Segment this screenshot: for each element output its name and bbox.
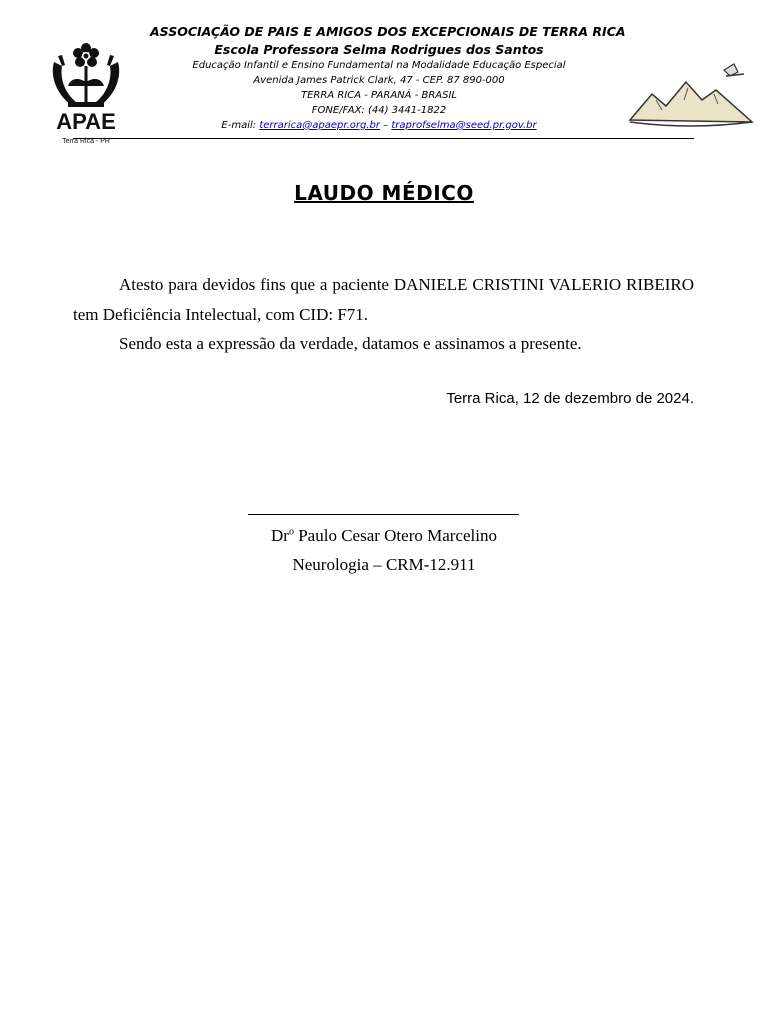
association-name: ASSOCIAÇÃO DE PAIS E AMIGOS DOS EXCEPCIONAIS DE TERRA RICA [150,24,626,39]
closing-paragraph: Sendo esta a expressão da verdade, datamos e assinamos a presente. [119,334,582,353]
school-phone: FONE/FAX: (44) 3441-1822 [311,105,447,116]
email-separator: – [383,120,389,131]
email-link-terrarica[interactable]: terrarica@apaepr.org.br [259,120,380,131]
document-title: LAUDO MÉDICO [294,181,474,205]
signatory-name-text: Paulo Cesar Otero Marcelino [293,526,497,545]
apae-logo [40,36,132,148]
mountain-logo [626,60,756,132]
school-address: Avenida James Patrick Clark, 47 - CEP. 87 890-000 [253,75,505,86]
school-emails [150,120,608,131]
signatory-title-sup: o [288,526,294,538]
attestation-paragraph: Atesto para devidos fins que a paciente DANIELE CRISTINI VALERIO RIBEIRO tem Deficiência Intelectual, com CID: F71. [73,275,694,324]
signatory-role: Neurologia – CRM-12.911 [292,555,476,574]
signatory-name [0,526,768,546]
school-name: Escola Professora Selma Rodrigues dos Santos [214,42,544,57]
signatory-title-prefix: Dr [271,526,289,545]
signature-line [248,514,519,515]
school-location: TERRA RICA - PARANÁ - BRASIL [301,90,457,101]
school-modality: Educação Infantil e Ensino Fundamental na Modalidade Educação Especial [192,60,566,71]
apae-logo-text: APAE [56,109,116,134]
email-label: E-mail: [221,120,257,131]
document-date: Terra Rica, 12 de dezembro de 2024. [446,390,694,407]
email-link-traprofselma[interactable]: traprofselma@seed.pr.gov.br [391,120,537,131]
header-divider [73,138,694,139]
apae-logo-subtext: Terra Rica - PR [62,138,110,145]
